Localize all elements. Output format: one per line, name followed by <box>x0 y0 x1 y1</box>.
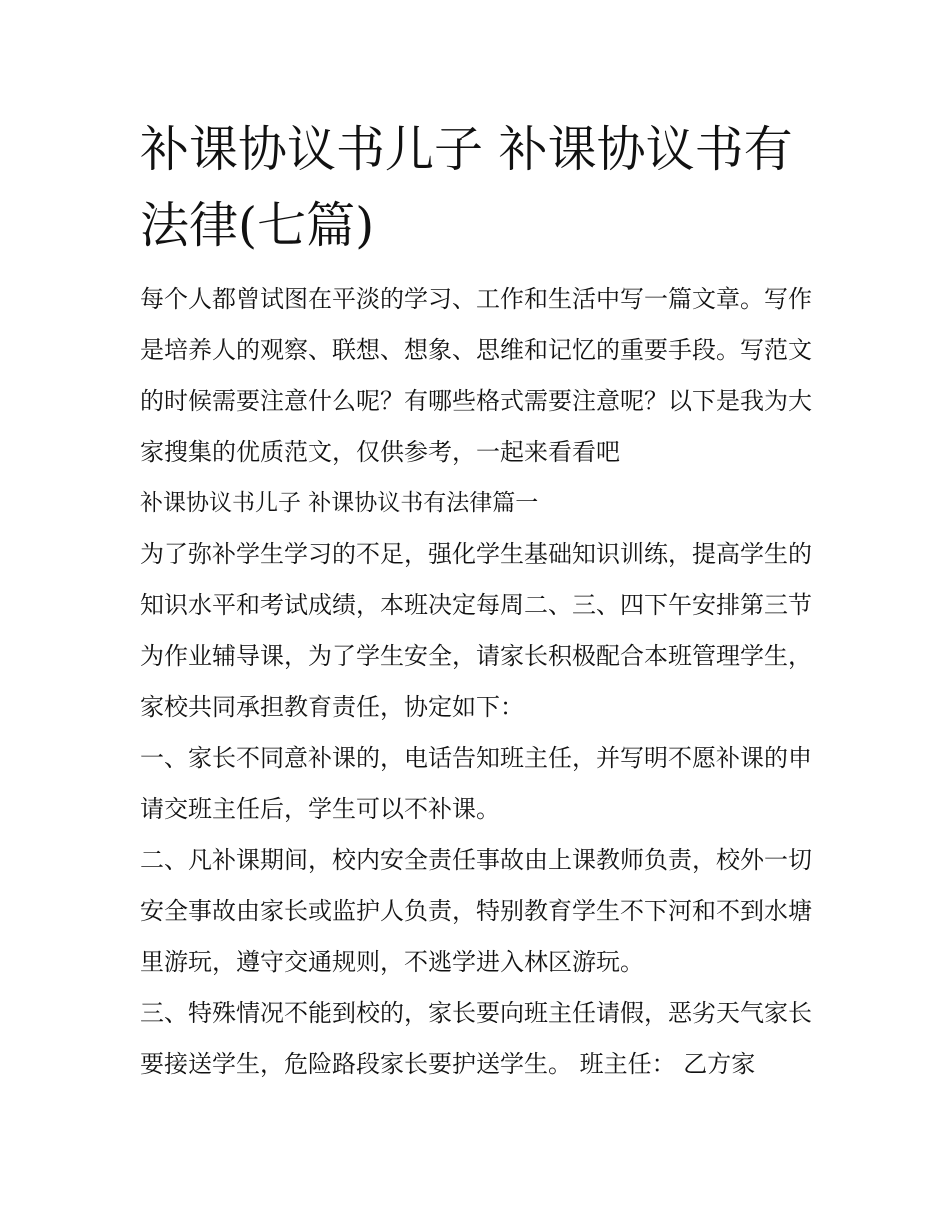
clause-2: 二、凡补课期间，校内安全责任事故由上课教师负责，校外一切安全事故由家长或监护人负责，特别教育学生不下河和不到水塘里游玩，遵守交通规则，不逃学进入林区游玩。 <box>140 846 812 976</box>
clause-3: 三、特殊情况不能到校的，家长要向班主任请假，恶劣天气家长要接送学生，危险路段家长要护送学生。 班主任： 乙方家 <box>140 999 812 1078</box>
document-title: 补课协议书儿子 补课协议书有法律(七篇) <box>140 121 793 254</box>
section-heading: 补课协议书儿子 补课协议书有法律篇一 <box>140 490 539 516</box>
document-body <box>140 274 812 1090</box>
agreement-preamble: 为了弥补学生学习的不足，强化学生基础知识训练，提高学生的知识水平和考试成绩，本班决定每周二、三、四下午安排第三节为作业辅导课，为了学生安全，请家长积极配合本班管理学生，家校共同承担教育责任，协定如下： <box>140 540 812 721</box>
intro-paragraph: 每个人都曾试图在平淡的学习、工作和生活中写一篇文章。写作是培养人的观察、联想、想象、思维和记忆的重要手段。写范文的时候需要注意什么呢？有哪些格式需要注意呢？以下是我为大家搜集的优质范文，仅供参考，一起来看看吧 <box>140 285 812 466</box>
document-page <box>140 112 812 1090</box>
clause-1: 一、家长不同意补课的，电话告知班主任，并写明不愿补课的申请交班主任后，学生可以不补课。 <box>140 744 812 823</box>
